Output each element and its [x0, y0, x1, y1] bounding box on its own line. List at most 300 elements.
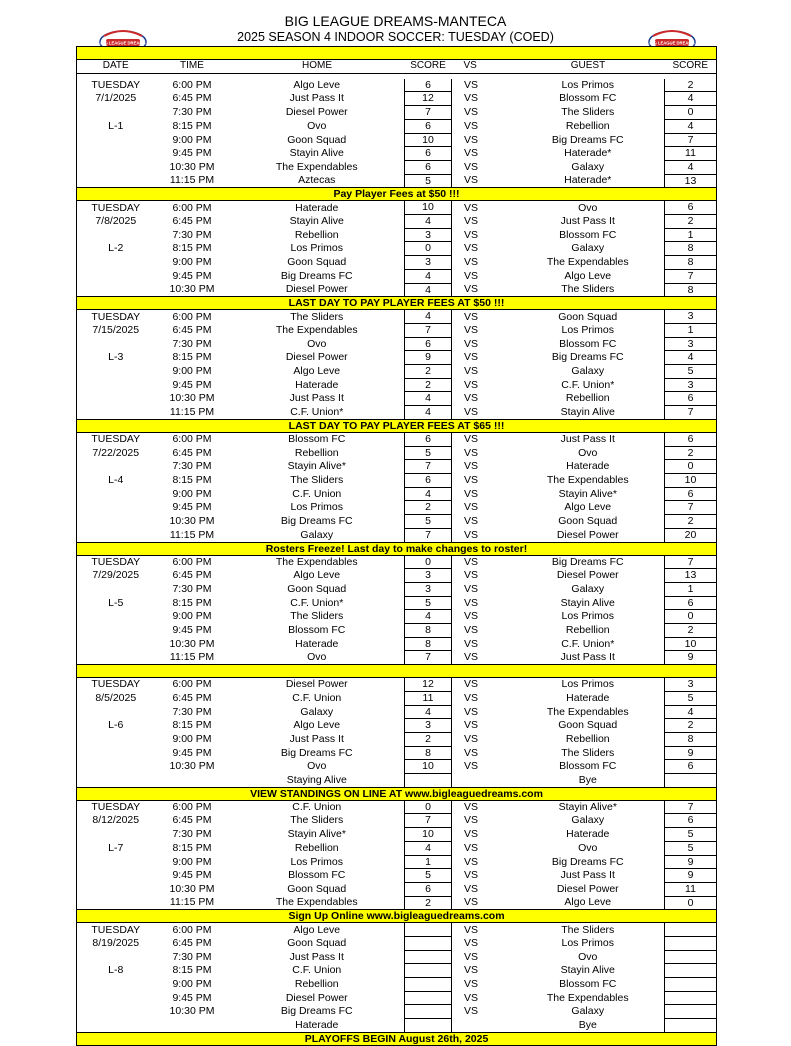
guest-score — [665, 774, 717, 788]
header-time: TIME — [155, 60, 230, 74]
vs-label: VS — [464, 555, 479, 568]
guest-score: 5 — [665, 841, 717, 855]
date-cell: L-4 — [77, 473, 155, 487]
guest-score: 4 — [665, 92, 717, 106]
date-cell — [77, 392, 155, 406]
home-team: Algo Leve — [293, 719, 341, 732]
time-cell: 7:30 PM — [172, 337, 212, 350]
guest-score: 2 — [665, 215, 717, 229]
guest-score: 3 — [665, 678, 717, 692]
guest-score: 11 — [665, 147, 717, 161]
vs-label: VS — [464, 978, 479, 991]
guest-team: Los Primos — [561, 937, 614, 950]
time-cell: 9:00 PM — [172, 487, 212, 500]
vs-label: VS — [464, 855, 479, 868]
guest-score: 13 — [665, 174, 717, 188]
guest-team: Blossom FC — [559, 92, 617, 105]
guest-team: The Sliders — [561, 923, 615, 936]
home-score: 4 — [405, 269, 452, 283]
table-row — [77, 174, 717, 188]
guest-team: The Expendables — [546, 256, 629, 269]
date-cell: L-8 — [77, 964, 155, 978]
date-cell — [77, 460, 155, 474]
guest-score: 8 — [665, 256, 717, 270]
guest-team: Los Primos — [561, 678, 614, 691]
guest-score: 7 — [665, 406, 717, 420]
table-row — [77, 79, 717, 92]
home-score: 10 — [405, 828, 452, 842]
svg-text:BIG LEAGUE DREAMS: BIG LEAGUE DREAMS — [100, 40, 146, 46]
guest-score: 6 — [665, 201, 717, 215]
date-cell — [77, 746, 155, 760]
guest-team: Algo Leve — [564, 269, 612, 282]
vs-label: VS — [464, 433, 479, 446]
home-team: Diesel Power — [285, 106, 348, 119]
guest-score: 2 — [665, 624, 717, 638]
guest-score: 7 — [665, 133, 717, 147]
date-cell: TUESDAY — [77, 923, 155, 937]
guest-score: 5 — [665, 828, 717, 842]
table-row — [77, 624, 717, 638]
table-row — [77, 1005, 717, 1019]
vs-label: VS — [464, 501, 479, 514]
guest-team: The Sliders — [561, 106, 615, 119]
home-team: Just Pass It — [289, 92, 344, 105]
notice-banner-text: PLAYOFFS BEGIN August 26th, 2025 — [77, 1032, 717, 1045]
guest-score — [665, 937, 717, 951]
home-team: C.F. Union* — [290, 596, 344, 609]
guest-score: 9 — [665, 651, 717, 665]
vs-label: VS — [464, 147, 479, 160]
table-row — [77, 814, 717, 828]
home-score: 7 — [405, 814, 452, 828]
time-cell: 9:45 PM — [172, 501, 212, 514]
table-row — [77, 828, 717, 842]
date-cell: 7/8/2025 — [77, 215, 155, 229]
guest-team: Diesel Power — [556, 528, 619, 541]
guest-team: Blossom FC — [559, 337, 617, 350]
home-score: 4 — [405, 705, 452, 719]
notice-banner — [77, 910, 717, 923]
table-row — [77, 147, 717, 161]
home-team: Rebellion — [294, 978, 339, 991]
time-cell: 8:15 PM — [172, 473, 212, 486]
table-row — [77, 800, 717, 814]
time-cell: 6:00 PM — [172, 800, 212, 813]
home-score: 4 — [405, 215, 452, 229]
date-cell: L-1 — [77, 119, 155, 133]
time-cell: 7:30 PM — [172, 460, 212, 473]
vs-label: VS — [464, 460, 479, 473]
vs-label — [452, 774, 512, 788]
date-cell — [77, 869, 155, 883]
home-team: Haterade — [295, 378, 339, 391]
guest-team: Big Dreams FC — [551, 351, 624, 364]
guest-team: C.F. Union* — [561, 378, 615, 391]
notice-banner — [77, 542, 717, 555]
time-cell: 8:15 PM — [172, 719, 212, 732]
time-cell: 6:45 PM — [172, 92, 212, 105]
guest-team: Blossom FC — [559, 760, 617, 773]
home-score: 8 — [405, 624, 452, 638]
home-score: 2 — [405, 501, 452, 515]
home-team: The Expendables — [275, 896, 358, 909]
notice-banner — [77, 787, 717, 800]
table-row — [77, 242, 717, 256]
guest-score: 1 — [665, 228, 717, 242]
date-cell — [77, 705, 155, 719]
table-row — [77, 365, 717, 379]
guest-team: Just Pass It — [560, 215, 615, 228]
table-row — [77, 337, 717, 351]
date-cell — [77, 855, 155, 869]
table-row — [77, 950, 717, 964]
home-team: Staying Alive — [286, 773, 347, 786]
home-score: 11 — [405, 691, 452, 705]
guest-team: The Sliders — [561, 746, 615, 759]
home-team: The Sliders — [290, 814, 344, 827]
guest-score: 2 — [665, 446, 717, 460]
table-row — [77, 651, 717, 665]
home-team: Just Pass It — [289, 392, 344, 405]
home-team: Los Primos — [290, 855, 343, 868]
guest-team: Los Primos — [561, 323, 614, 336]
table-row — [77, 351, 717, 365]
time-cell: 9:45 PM — [172, 269, 212, 282]
vs-label: VS — [464, 78, 479, 91]
vs-label: VS — [464, 515, 479, 528]
home-team: Goon Squad — [287, 256, 347, 269]
vs-label: VS — [464, 705, 479, 718]
vs-label: VS — [464, 365, 479, 378]
guest-score: 10 — [665, 637, 717, 651]
guest-score: 9 — [665, 746, 717, 760]
home-score: 4 — [405, 283, 452, 297]
guest-team: The Sliders — [561, 283, 615, 296]
guest-score: 6 — [665, 596, 717, 610]
page-subtitle: 2025 SEASON 4 INDOOR SOCCER: TUESDAY (COED) — [237, 30, 554, 44]
table-row — [77, 460, 717, 474]
vs-label: VS — [464, 215, 479, 228]
guest-score: 6 — [665, 487, 717, 501]
date-cell — [77, 950, 155, 964]
table-row — [77, 446, 717, 460]
time-cell: 9:00 PM — [172, 133, 212, 146]
guest-score: 4 — [665, 160, 717, 174]
vs-label: VS — [464, 473, 479, 486]
table-row — [77, 119, 717, 133]
home-team: C.F. Union — [292, 964, 342, 977]
guest-team: Bye — [578, 1018, 597, 1031]
home-score: 12 — [405, 678, 452, 692]
vs-label: VS — [464, 841, 479, 854]
notice-banner-text: Pay Player Fees at $50 !!! — [77, 188, 717, 201]
home-team: C.F. Union — [292, 800, 342, 813]
home-team: Stayin Alive — [289, 147, 344, 160]
table-row — [77, 473, 717, 487]
home-score: 3 — [405, 582, 452, 596]
guest-team: Haterade* — [564, 147, 612, 160]
table-row — [77, 269, 717, 283]
home-score: 12 — [405, 92, 452, 106]
vs-label: VS — [464, 637, 479, 650]
guest-team: Goon Squad — [558, 310, 618, 323]
home-score: 6 — [405, 79, 452, 92]
table-row — [77, 691, 717, 705]
home-score: 5 — [405, 869, 452, 883]
notice-banner — [77, 188, 717, 201]
vs-label: VS — [464, 242, 479, 255]
home-score — [405, 774, 452, 788]
home-team: Haterade — [295, 1018, 339, 1031]
date-cell: TUESDAY — [77, 310, 155, 324]
vs-label: VS — [464, 896, 479, 909]
vs-label: VS — [464, 1005, 479, 1018]
guest-team: Galaxy — [571, 242, 605, 255]
date-cell: 7/22/2025 — [77, 446, 155, 460]
guest-team: C.F. Union* — [561, 637, 615, 650]
guest-team: Just Pass It — [560, 651, 615, 664]
vs-label: VS — [464, 119, 479, 132]
table-row — [77, 746, 717, 760]
home-team: Just Pass It — [289, 950, 344, 963]
vs-label: VS — [464, 651, 479, 664]
home-team: Ovo — [307, 760, 327, 773]
date-cell — [77, 582, 155, 596]
home-team: Haterade — [295, 201, 339, 214]
home-team: Galaxy — [300, 705, 334, 718]
guest-team: Stayin Alive* — [558, 800, 617, 813]
table-row — [77, 256, 717, 270]
home-team: Rebellion — [294, 228, 339, 241]
time-cell: 8:15 PM — [172, 964, 212, 977]
date-cell — [77, 133, 155, 147]
date-cell: 7/29/2025 — [77, 569, 155, 583]
time-cell: 9:00 PM — [172, 610, 212, 623]
home-score: 7 — [405, 323, 452, 337]
guest-score: 20 — [665, 528, 717, 542]
vs-label: VS — [464, 528, 479, 541]
home-score: 1 — [405, 855, 452, 869]
notice-banner-text: LAST DAY TO PAY PLAYER FEES AT $65 !!! — [77, 419, 717, 432]
time-cell: 11:15 PM — [169, 896, 215, 909]
table-row — [77, 228, 717, 242]
guest-team: The Expendables — [546, 473, 629, 486]
home-team: Rebellion — [294, 841, 339, 854]
table-row — [77, 201, 717, 215]
home-score: 3 — [405, 228, 452, 242]
table-row — [77, 310, 717, 324]
guest-score: 0 — [665, 460, 717, 474]
vs-label: VS — [464, 378, 479, 391]
time-cell: 6:45 PM — [172, 215, 212, 228]
guest-score: 3 — [665, 378, 717, 392]
vs-label: VS — [464, 392, 479, 405]
time-cell: 7:30 PM — [172, 582, 212, 595]
vs-label: VS — [464, 133, 479, 146]
table-row — [77, 323, 717, 337]
date-cell — [77, 174, 155, 188]
time-cell: 7:30 PM — [172, 228, 212, 241]
home-score: 10 — [405, 201, 452, 215]
home-score: 3 — [405, 569, 452, 583]
table-row — [77, 582, 717, 596]
vs-label: VS — [464, 269, 479, 282]
time-cell: 8:15 PM — [172, 242, 212, 255]
home-score: 7 — [405, 106, 452, 120]
guest-score — [665, 1019, 717, 1033]
home-score — [405, 991, 452, 1005]
date-cell — [77, 337, 155, 351]
home-team: The Expendables — [275, 160, 358, 173]
home-team: C.F. Union — [292, 487, 342, 500]
guest-score: 3 — [665, 337, 717, 351]
home-team: Goon Squad — [287, 882, 347, 895]
home-team: Algo Leve — [293, 923, 341, 936]
home-score: 3 — [405, 256, 452, 270]
table-row — [77, 637, 717, 651]
home-team: Stayin Alive* — [287, 828, 346, 841]
guest-team: Goon Squad — [558, 719, 618, 732]
home-score: 2 — [405, 378, 452, 392]
table-row — [77, 501, 717, 515]
home-team: Ovo — [307, 119, 327, 132]
home-score — [405, 964, 452, 978]
date-cell — [77, 896, 155, 910]
time-cell: 6:00 PM — [172, 678, 212, 691]
time-cell: 9:45 PM — [172, 746, 212, 759]
guest-score: 6 — [665, 432, 717, 446]
home-team: Haterade — [295, 637, 339, 650]
table-row — [77, 896, 717, 910]
guest-score: 8 — [665, 283, 717, 297]
vs-label: VS — [464, 964, 479, 977]
home-score: 7 — [405, 460, 452, 474]
vs-label: VS — [464, 746, 479, 759]
guest-score: 2 — [665, 515, 717, 529]
home-score: 4 — [405, 310, 452, 324]
date-cell — [77, 256, 155, 270]
header-guest: GUEST — [512, 60, 665, 74]
home-score: 4 — [405, 487, 452, 501]
table-row — [77, 1019, 717, 1033]
vs-label: VS — [464, 310, 479, 323]
top-banner-row — [77, 47, 717, 60]
notice-banner — [77, 665, 717, 678]
vs-label: VS — [464, 487, 479, 500]
vs-label: VS — [464, 678, 479, 691]
table-row — [77, 406, 717, 420]
vs-label: VS — [464, 405, 479, 418]
home-team: Stayin Alive — [289, 215, 344, 228]
guest-team: Galaxy — [571, 582, 605, 595]
guest-team: Blossom FC — [559, 228, 617, 241]
home-score: 6 — [405, 882, 452, 896]
time-cell: 8:15 PM — [172, 841, 212, 854]
column-header-row — [77, 60, 717, 74]
table-row — [77, 515, 717, 529]
time-cell: 10:30 PM — [169, 760, 215, 773]
table-row — [77, 432, 717, 446]
vs-label: VS — [464, 624, 479, 637]
guest-score: 9 — [665, 869, 717, 883]
time-cell — [155, 1019, 230, 1033]
date-cell — [77, 228, 155, 242]
home-team: Aztecas — [298, 174, 336, 187]
home-score: 6 — [405, 147, 452, 161]
home-team: Blossom FC — [288, 433, 346, 446]
date-cell: L-6 — [77, 719, 155, 733]
guest-team: Big Dreams FC — [551, 555, 624, 568]
guest-team: Los Primos — [561, 610, 614, 623]
table-row — [77, 392, 717, 406]
home-team: Diesel Power — [285, 678, 348, 691]
guest-score: 6 — [665, 760, 717, 774]
table-row — [77, 978, 717, 992]
guest-score: 6 — [665, 392, 717, 406]
guest-score: 4 — [665, 119, 717, 133]
vs-label: VS — [464, 106, 479, 119]
notice-banner-text — [77, 665, 717, 678]
home-team: Algo Leve — [293, 78, 341, 91]
home-team: Big Dreams FC — [280, 515, 353, 528]
home-score — [405, 978, 452, 992]
guest-team: Algo Leve — [564, 501, 612, 514]
date-cell: TUESDAY — [77, 201, 155, 215]
table-row — [77, 923, 717, 937]
time-cell: 8:15 PM — [172, 351, 212, 364]
home-score — [405, 937, 452, 951]
time-cell: 7:30 PM — [172, 705, 212, 718]
home-score — [405, 1005, 452, 1019]
guest-team: Diesel Power — [556, 569, 619, 582]
guest-team: Galaxy — [571, 160, 605, 173]
time-cell: 6:00 PM — [172, 923, 212, 936]
home-score: 0 — [405, 800, 452, 814]
vs-label: VS — [464, 596, 479, 609]
vs-label: VS — [464, 882, 479, 895]
guest-score: 1 — [665, 323, 717, 337]
time-cell: 11:15 PM — [169, 528, 215, 541]
home-score — [405, 1019, 452, 1033]
home-team: Ovo — [307, 651, 327, 664]
home-team: The Expendables — [275, 323, 358, 336]
date-cell — [77, 487, 155, 501]
home-score: 0 — [405, 242, 452, 256]
svg-text:BIG LEAGUE DREAMS: BIG LEAGUE DREAMS — [649, 40, 695, 46]
guest-team: Rebellion — [565, 392, 610, 405]
home-team: Blossom FC — [288, 869, 346, 882]
home-score: 6 — [405, 473, 452, 487]
home-score: 8 — [405, 746, 452, 760]
vs-label: VS — [464, 446, 479, 459]
time-cell: 9:45 PM — [172, 869, 212, 882]
date-cell — [77, 774, 155, 788]
table-row — [77, 92, 717, 106]
guest-score — [665, 950, 717, 964]
home-team: Algo Leve — [293, 569, 341, 582]
home-team: Big Dreams FC — [280, 269, 353, 282]
date-cell — [77, 1005, 155, 1019]
date-cell: 8/12/2025 — [77, 814, 155, 828]
time-cell — [155, 774, 230, 788]
vs-label: VS — [464, 814, 479, 827]
date-cell — [77, 283, 155, 297]
vs-label: VS — [464, 582, 479, 595]
home-score: 4 — [405, 406, 452, 420]
header-vs: VS — [452, 60, 512, 74]
time-cell: 6:00 PM — [172, 433, 212, 446]
